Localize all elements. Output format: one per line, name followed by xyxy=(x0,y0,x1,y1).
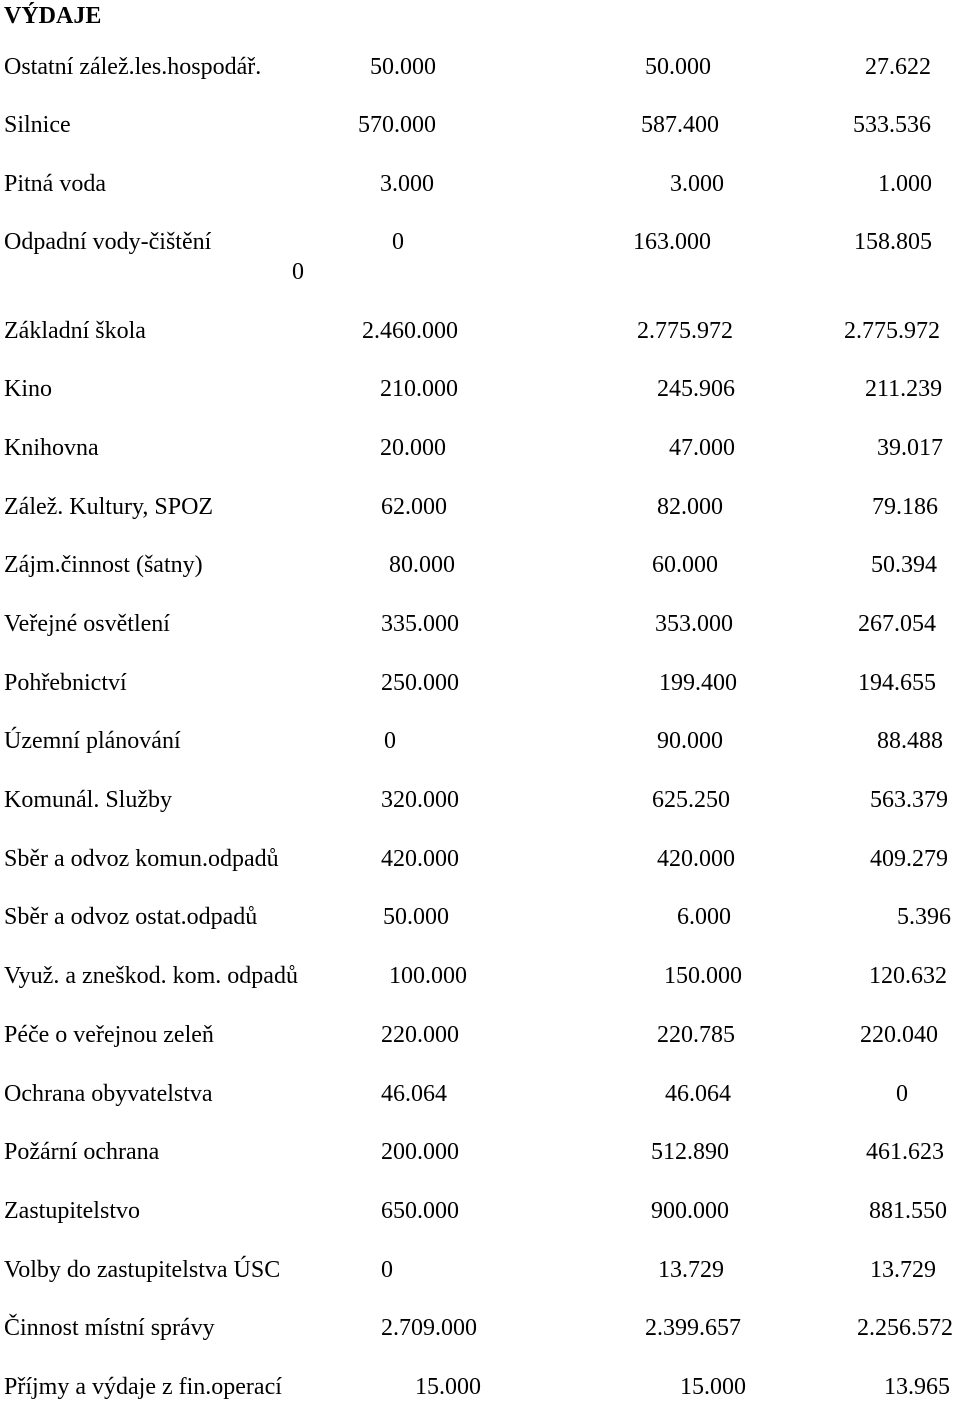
row-label: Komunál. Služby xyxy=(4,787,172,813)
row-value-2: 420.000 xyxy=(657,846,735,872)
row-value-1: 0 xyxy=(381,1257,393,1283)
row-value-1: 50.000 xyxy=(383,904,449,930)
row-label: Odpadní vody-čištění xyxy=(4,229,212,255)
row-value-3: 120.632 xyxy=(869,963,947,989)
row-label: Ostatní zálež.les.hospodář. xyxy=(4,54,262,80)
row-value-1: 420.000 xyxy=(381,846,459,872)
table-row xyxy=(0,436,960,466)
table-row xyxy=(0,1082,960,1112)
row-value-2: 245.906 xyxy=(657,376,735,402)
row-value-3: 194.655 xyxy=(858,670,936,696)
table-row xyxy=(0,729,960,759)
table-row xyxy=(0,1140,960,1170)
table-row xyxy=(0,964,960,994)
row-value-1: 46.064 xyxy=(381,1081,447,1107)
row-value-3: 79.186 xyxy=(872,494,938,520)
row-label: Sběr a odvoz komun.odpadů xyxy=(4,846,279,872)
row-value-2: 900.000 xyxy=(651,1198,729,1224)
row-value-1: 20.000 xyxy=(380,435,446,461)
row-value-3: 563.379 xyxy=(870,787,948,813)
table-row xyxy=(0,55,960,85)
row-value-3: 267.054 xyxy=(858,611,936,637)
row-label: Zájm.činnost (šatny) xyxy=(4,552,203,578)
row-value-3: 1.000 xyxy=(878,171,932,197)
table-row xyxy=(0,172,960,202)
table-row xyxy=(0,553,960,583)
row-value-1: 100.000 xyxy=(389,963,467,989)
row-value-2: 47.000 xyxy=(669,435,735,461)
row-label: Sběr a odvoz ostat.odpadů xyxy=(4,904,258,930)
row-value-3: 27.622 xyxy=(865,54,931,80)
row-value-2: 199.400 xyxy=(659,670,737,696)
row-value-3: 2.775.972 xyxy=(844,318,940,344)
row-label: Kino xyxy=(4,376,52,402)
row-value-1: 80.000 xyxy=(389,552,455,578)
row-value-3: 409.279 xyxy=(870,846,948,872)
row-value-2: 353.000 xyxy=(655,611,733,637)
row-value-1: 220.000 xyxy=(381,1022,459,1048)
row-value-1: 200.000 xyxy=(381,1139,459,1165)
row-label: Využ. a zneškod. kom. odpadů xyxy=(4,963,298,989)
row-value-3: 13.729 xyxy=(870,1257,936,1283)
row-value-2: 6.000 xyxy=(677,904,731,930)
table-row xyxy=(0,495,960,525)
row-value-1: 0 xyxy=(392,229,404,255)
row-value-2: 587.400 xyxy=(641,112,719,138)
row-value-2: 60.000 xyxy=(652,552,718,578)
row-label: Zastupitelstvo xyxy=(4,1198,140,1224)
row-value-1: 650.000 xyxy=(381,1198,459,1224)
table-row xyxy=(0,113,960,143)
row-value-2: 15.000 xyxy=(680,1374,746,1400)
table-row xyxy=(0,1023,960,1053)
table-row xyxy=(0,612,960,642)
row-label: Veřejné osvětlení xyxy=(4,611,170,637)
row-value-1: 2.460.000 xyxy=(362,318,458,344)
row-label: Základní škola xyxy=(4,318,146,344)
row-value-2: 220.785 xyxy=(657,1022,735,1048)
table-row xyxy=(0,319,960,349)
row-value-3: 39.017 xyxy=(877,435,943,461)
row-value-3: 0 xyxy=(896,1081,908,1107)
row-value-1: 570.000 xyxy=(358,112,436,138)
row-label: Příjmy a výdaje z fin.operací xyxy=(4,1374,282,1400)
row-value-2: 13.729 xyxy=(658,1257,724,1283)
row-value-3: 50.394 xyxy=(871,552,937,578)
table-row xyxy=(0,847,960,877)
table-row xyxy=(0,229,960,285)
row-value-2: 82.000 xyxy=(657,494,723,520)
row-label: Péče o veřejnou zeleň xyxy=(4,1022,214,1048)
row-value-1: 3.000 xyxy=(380,171,434,197)
row-value-1: 250.000 xyxy=(381,670,459,696)
row-value-3: 461.623 xyxy=(866,1139,944,1165)
row-extra-value: 0 xyxy=(292,259,304,285)
row-value-3: 220.040 xyxy=(860,1022,938,1048)
row-label: Volby do zastupitelstva ÚSC xyxy=(4,1257,281,1283)
row-value-1: 2.709.000 xyxy=(381,1315,477,1341)
row-value-1: 62.000 xyxy=(381,494,447,520)
row-label: Zálež. Kultury, SPOZ xyxy=(4,494,214,520)
row-value-1: 335.000 xyxy=(381,611,459,637)
row-value-2: 50.000 xyxy=(645,54,711,80)
row-value-1: 320.000 xyxy=(381,787,459,813)
table-row xyxy=(0,1375,960,1405)
row-value-3: 5.396 xyxy=(897,904,951,930)
row-value-2: 46.064 xyxy=(665,1081,731,1107)
row-label: Pitná voda xyxy=(4,171,106,197)
row-value-2: 90.000 xyxy=(657,728,723,754)
row-value-3: 2.256.572 xyxy=(857,1315,953,1341)
row-value-3: 158.805 xyxy=(854,229,932,255)
row-value-2: 163.000 xyxy=(633,229,711,255)
row-value-2: 625.250 xyxy=(652,787,730,813)
row-value-2: 2.775.972 xyxy=(637,318,733,344)
row-label: Činnost místní správy xyxy=(4,1315,215,1341)
table-row xyxy=(0,788,960,818)
row-value-3: 533.536 xyxy=(853,112,931,138)
row-value-1: 210.000 xyxy=(380,376,458,402)
row-value-2: 3.000 xyxy=(670,171,724,197)
table-row xyxy=(0,1199,960,1229)
table-row xyxy=(0,1316,960,1346)
row-label: Knihovna xyxy=(4,435,99,461)
row-value-3: 881.550 xyxy=(869,1198,947,1224)
row-label: Silnice xyxy=(4,112,71,138)
table-row xyxy=(0,377,960,407)
row-value-2: 2.399.657 xyxy=(645,1315,741,1341)
row-value-1: 15.000 xyxy=(415,1374,481,1400)
page-heading: VÝDAJE xyxy=(4,3,102,29)
row-value-3: 13.965 xyxy=(884,1374,950,1400)
row-value-3: 88.488 xyxy=(877,728,943,754)
table-row xyxy=(0,1258,960,1288)
row-label: Ochrana obyvatelstva xyxy=(4,1081,213,1107)
table-row xyxy=(0,671,960,701)
row-value-1: 0 xyxy=(384,728,396,754)
table-row xyxy=(0,905,960,935)
row-label: Pohřebnictví xyxy=(4,670,127,696)
row-label: Požární ochrana xyxy=(4,1139,160,1165)
row-value-1: 50.000 xyxy=(370,54,436,80)
row-value-3: 211.239 xyxy=(865,376,943,402)
row-label: Územní plánování xyxy=(4,728,181,754)
row-value-2: 150.000 xyxy=(664,963,742,989)
row-value-2: 512.890 xyxy=(651,1139,729,1165)
